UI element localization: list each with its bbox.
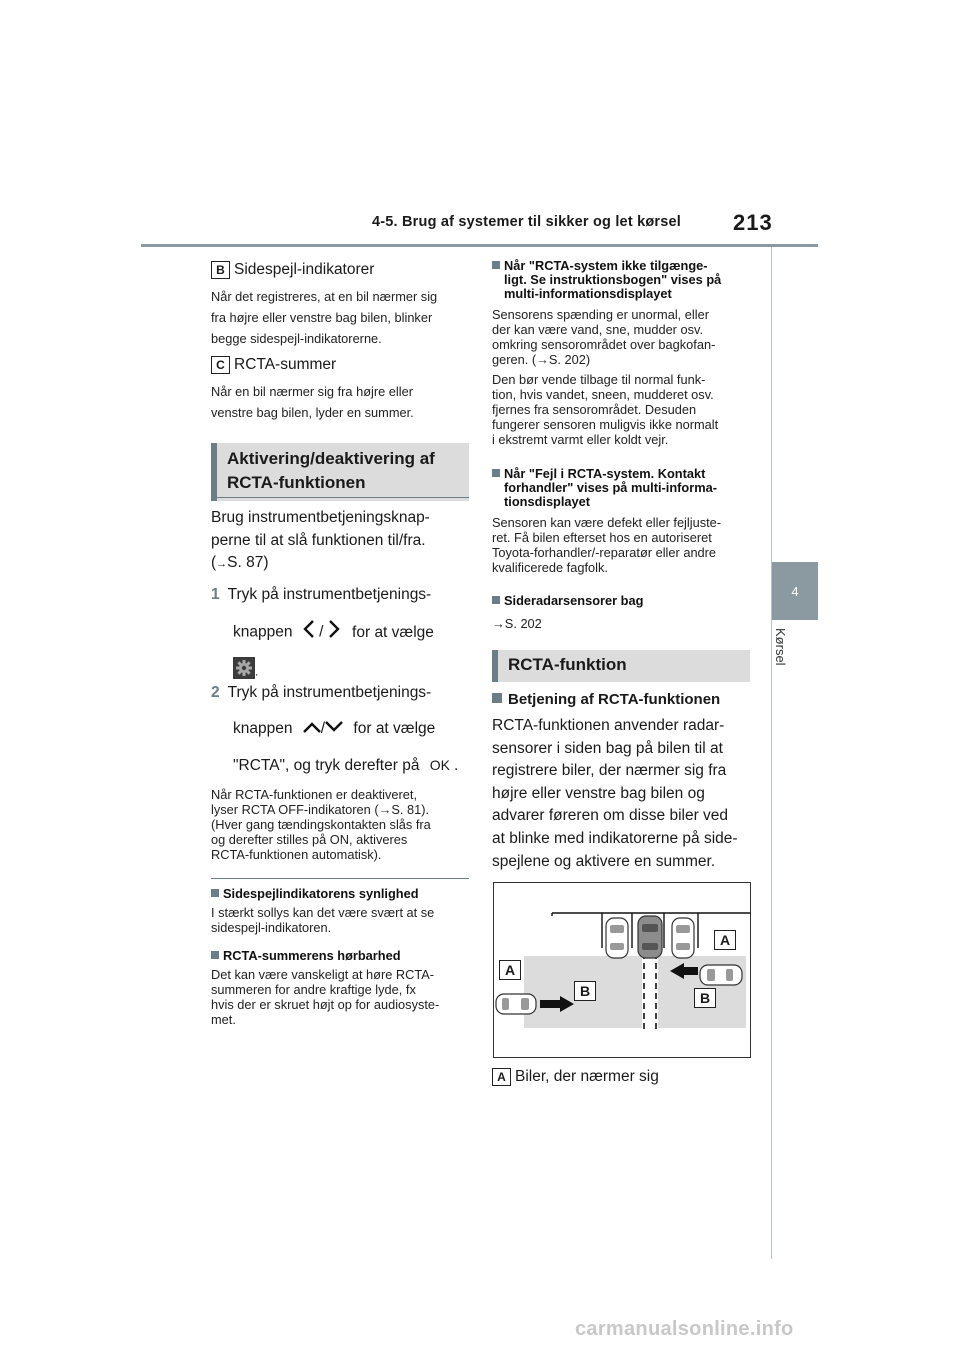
item-c-title: RCTA-summer (234, 356, 337, 373)
approaching-car-icon (496, 994, 536, 1014)
item-a-row (492, 1066, 752, 1088)
step-1: 1 Tryk på instrumentbetjenings- knappen / for at vælge . (211, 584, 471, 686)
square-bullet-icon (492, 596, 500, 604)
item-a-title: Biler, der nærmer sig (515, 1068, 659, 1085)
square-bullet-icon (211, 889, 219, 897)
square-bullet-icon (492, 693, 502, 703)
sub-visibility: Sidespejlindikatorens synlighed I stærkt sollys kan det være svært at se sidespejl-indikatoren. (211, 886, 435, 935)
item-b-title-row (211, 259, 471, 281)
rcta-diagram (493, 882, 751, 1058)
parked-car-icon (672, 918, 694, 958)
own-car-icon (638, 916, 662, 958)
step-2-number: 2 (211, 684, 220, 701)
item-c-text: Når en bil nærmer sig fra højre eller venstre bag bilen, lyder en summer. (211, 384, 414, 420)
square-bullet-icon (492, 469, 500, 477)
diagram-label-a-right: A (714, 930, 736, 950)
approaching-car-icon (700, 965, 742, 985)
step-2: 2 Tryk på instrumentbetjenings- knappen / for at vælge "RCTA", og tryk derefter på OK . (211, 684, 459, 775)
item-b-block (211, 259, 471, 349)
chevron-left-icon (303, 620, 315, 645)
header-rule (141, 244, 818, 247)
marker-a: A (492, 1068, 511, 1086)
sub-not-available: Når "RCTA-system ikke tilgænge- ligt. Se instruktionsbogen" vises på multi-informationsdisplayet Sensorens spænding er unormal, eller der kan være vand, sne, mudder osv. omkring sensorområdet over bagkofan- geren. (→S. 202) Den bør vende tilbage til normal funk- tion, hvis vandet, sneen, mudderet osv. fjernes fra sensorområdet. Desuden fungerer sensoren muligvis ikke normalt i ekstremt varmt eller koldt vejr. (492, 258, 722, 447)
section-heading-activation: Aktivering/deaktivering af RCTA-funktionen (211, 443, 469, 501)
square-bullet-icon (211, 951, 219, 959)
page-number: 213 (733, 210, 773, 235)
chapter-label: Kørsel (773, 628, 788, 666)
side-divider (771, 247, 772, 1259)
item-c-block (211, 354, 471, 423)
sub-system-error: Når "Fejl i RCTA-system. Kontakt forhandler" vises på multi-informa- tionsdisplayet Sensoren kan være defekt eller fejljuste- ret. Få bilen efterset hos en autoriseret Toyota-forhandler/-reparatør eller andre kvalificerede fagfolk. (492, 466, 722, 575)
marker-c: C (211, 356, 230, 374)
chevron-right-icon (328, 620, 340, 645)
watermark: carmanualsonline.info (575, 1318, 794, 1340)
intro-text: Brug instrumentbetjeningsknap- perne til at slå funktionen til/fra. (→S. 87) (211, 509, 430, 571)
item-b-title: Sidespejl-indikatorer (234, 261, 375, 278)
chevron-down-icon (325, 718, 343, 740)
diagram-label-a-left: A (499, 960, 521, 980)
chevron-up-icon (303, 718, 321, 740)
item-b-text: Når det registreres, at en bil nærmer sig fra højre eller venstre bag bilen, blinker begge sidespejl-indikatorerne. (211, 289, 438, 346)
diagram-label-b-right: B (694, 988, 716, 1008)
ok-button-icon: OK (429, 757, 450, 774)
section-underline (211, 497, 469, 498)
sub-audibility: RCTA-summerens hørbarhed Det kan være vanskeligt at høre RCTA- summeren for andre kraftige lyde, fx hvis der er skruet højt op for audiosyste- met. (211, 948, 440, 1027)
section-heading-rcta: RCTA-funktion (492, 650, 750, 682)
step-1-number: 1 (211, 586, 220, 603)
note-text: Når RCTA-funktionen er deaktiveret, lyser RCTA OFF-indikatoren (→S. 81). (Hver gang tændingskontakten slås fra og derefter stilles på ON, aktiveres RCTA-funktionen automatisk). (211, 787, 431, 862)
diagram-label-b-left: B (574, 981, 596, 1001)
note-divider (211, 878, 469, 879)
marker-b: B (211, 261, 230, 279)
sub-radar-sensors: Sideradarsensorer bag →S. 202 (492, 593, 644, 631)
sub-rcta-operation: Betjening af RCTA-funktionen RCTA-funktionen anvender radar- sensorer i siden bag på bilen til at registrere biler, der nærmer sig fra højre eller venstre bag bilen og advarer føreren om disse biler ved at blinke med indikatorerne på side- spejlene og aktivere en summer. (492, 691, 738, 870)
section-header-title: 4-5. Brug af systemer til sikker og let kørsel (372, 214, 681, 230)
item-c-title-row (211, 354, 471, 376)
parked-car-icon (606, 918, 628, 958)
square-bullet-icon (492, 261, 500, 269)
chapter-tab[interactable]: 4 (772, 562, 818, 620)
parking-lot-illustration (494, 883, 750, 1057)
ref-arrow-icon: → (216, 558, 228, 570)
